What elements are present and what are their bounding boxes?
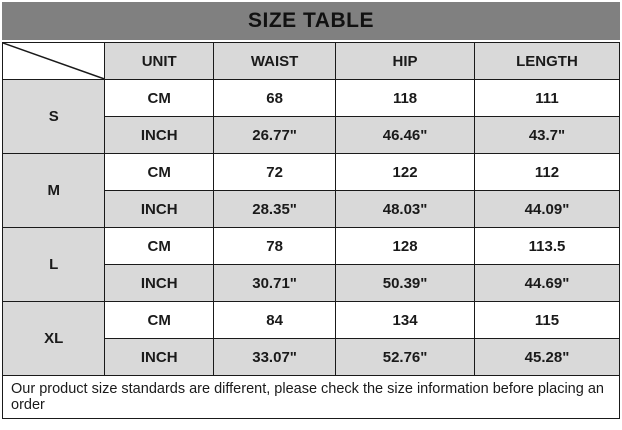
footer-row [3, 376, 620, 419]
title-bar [2, 2, 620, 40]
measurement-cell: 78 [214, 228, 336, 265]
size-label: M [3, 154, 105, 228]
measurement-cell: 118 [336, 80, 475, 117]
measurement-cell: 46.46" [336, 117, 475, 154]
measurement-cell: 52.76" [336, 339, 475, 376]
measurement-cell: 50.39" [336, 265, 475, 302]
unit-cell: INCH [105, 265, 214, 302]
measurement-cell: 44.09" [474, 191, 619, 228]
measurement-cell: 112 [474, 154, 619, 191]
size-table [2, 42, 620, 419]
column-header-hip: HIP [336, 43, 475, 80]
footer-note: Our product size standards are different, please check the size information before placing an order [3, 376, 620, 419]
size-label: S [3, 80, 105, 154]
unit-cell: INCH [105, 339, 214, 376]
size-label: XL [3, 302, 105, 376]
measurement-cell: 43.7" [474, 117, 619, 154]
column-header-length: LENGTH [474, 43, 619, 80]
measurement-cell: 68 [214, 80, 336, 117]
measurement-cell: 48.03" [336, 191, 475, 228]
size-row-cm [3, 302, 620, 339]
measurement-cell: 30.71" [214, 265, 336, 302]
measurement-cell: 113.5 [474, 228, 619, 265]
measurement-cell: 128 [336, 228, 475, 265]
size-row-cm [3, 154, 620, 191]
unit-cell: CM [105, 80, 214, 117]
measurement-cell: 111 [474, 80, 619, 117]
diagonal-header-cell [3, 43, 105, 80]
measurement-cell: 72 [214, 154, 336, 191]
measurement-cell: 115 [474, 302, 619, 339]
measurement-cell: 45.28" [474, 339, 619, 376]
page-title: SIZE TABLE [248, 9, 374, 32]
diagonal-line-icon [3, 43, 104, 79]
size-row-cm [3, 80, 620, 117]
size-row-cm [3, 228, 620, 265]
unit-cell: CM [105, 302, 214, 339]
unit-cell: CM [105, 228, 214, 265]
measurement-cell: 134 [336, 302, 475, 339]
unit-cell: INCH [105, 191, 214, 228]
column-header-waist: WAIST [214, 43, 336, 80]
measurement-cell: 26.77" [214, 117, 336, 154]
measurement-cell: 33.07" [214, 339, 336, 376]
measurement-cell: 44.69" [474, 265, 619, 302]
unit-cell: INCH [105, 117, 214, 154]
column-header-row [3, 43, 620, 80]
size-label: L [3, 228, 105, 302]
unit-cell: CM [105, 154, 214, 191]
measurement-cell: 84 [214, 302, 336, 339]
column-header-unit: UNIT [105, 43, 214, 80]
measurement-cell: 28.35" [214, 191, 336, 228]
measurement-cell: 122 [336, 154, 475, 191]
